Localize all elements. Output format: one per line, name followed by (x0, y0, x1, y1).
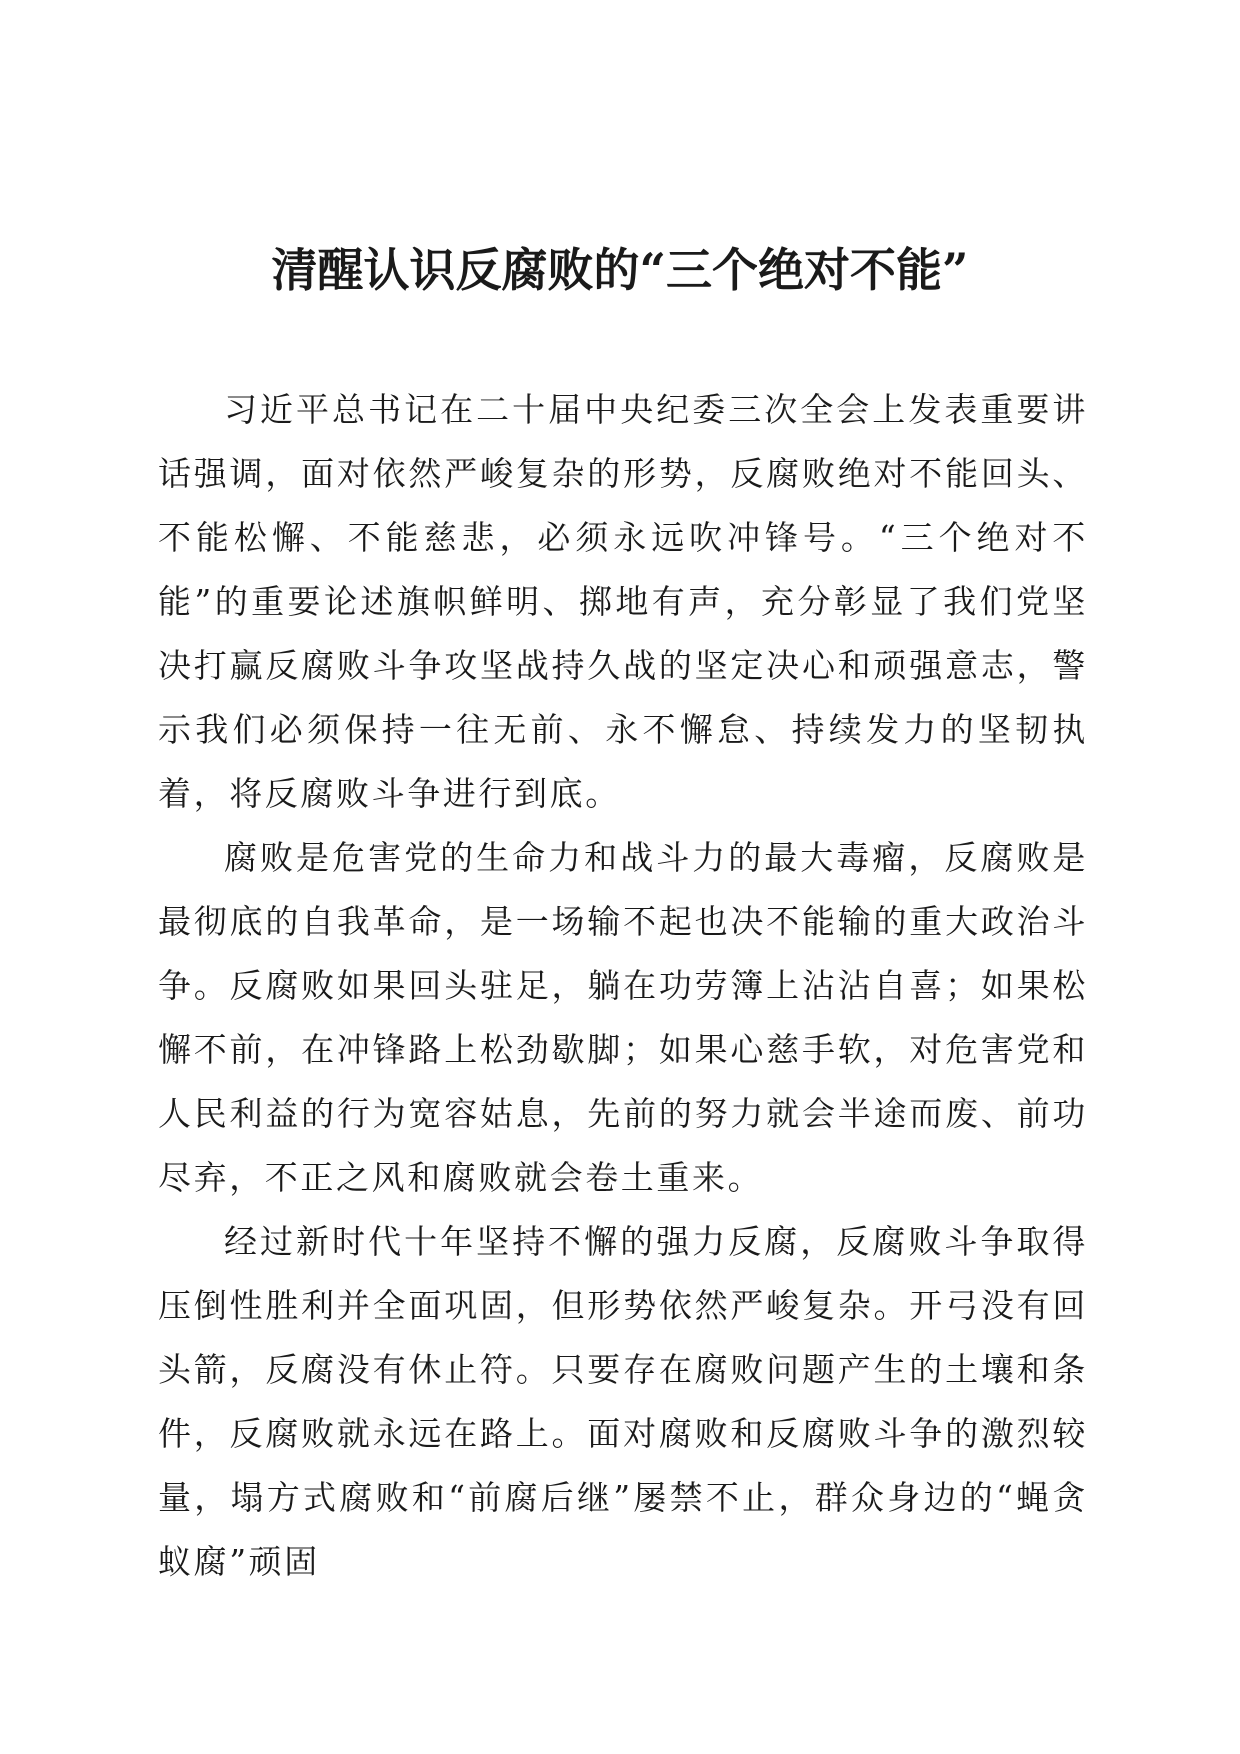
paragraph-2: 腐败是危害党的生命力和战斗力的最大毒瘤，反腐败是最彻底的自我革命，是一场输不起也决不能输的重大政治斗争。反腐败如果回头驻足，躺在功劳簿上沾沾自喜；如果松懈不前，在冲锋路上松劲歇脚；如果心慈手软，对危害党和人民利益的行为宽容姑息，先前的努力就会半途而废、前功尽弃，不正之风和腐败就会卷土重来。 (158, 838, 1088, 1197)
paragraph-1: 习近平总书记在二十届中央纪委三次全会上发表重要讲话强调，面对依然严峻复杂的形势，反腐败绝对不能回头、不能松懈、不能慈悲，必须永远吹冲锋号。“三个绝对不能”的重要论述旗帜鲜明、掷地有声，充分彰显了我们党坚决打赢反腐败斗争攻坚战持久战的坚定决心和顽强意志，警示我们必须保持一往无前、永不懈怠、持续发力的坚韧执着，将反腐败斗争进行到底。 (158, 390, 1088, 813)
document-title: 清醒认识反腐败的“三个绝对不能” (271, 243, 969, 297)
paragraph-3: 经过新时代十年坚持不懈的强力反腐，反腐败斗争取得压倒性胜利并全面巩固，但形势依然严峻复杂。开弓没有回头箭，反腐没有休止符。只要存在腐败问题产生的土壤和条件，反腐败就永远在路上。面对腐败和反腐败斗争的激烈较量，塌方式腐败和“前腐后继”屡禁不止，群众身边的“蝇贪蚁腐”顽固 (158, 1222, 1088, 1581)
document-body (158, 378, 1088, 1594)
